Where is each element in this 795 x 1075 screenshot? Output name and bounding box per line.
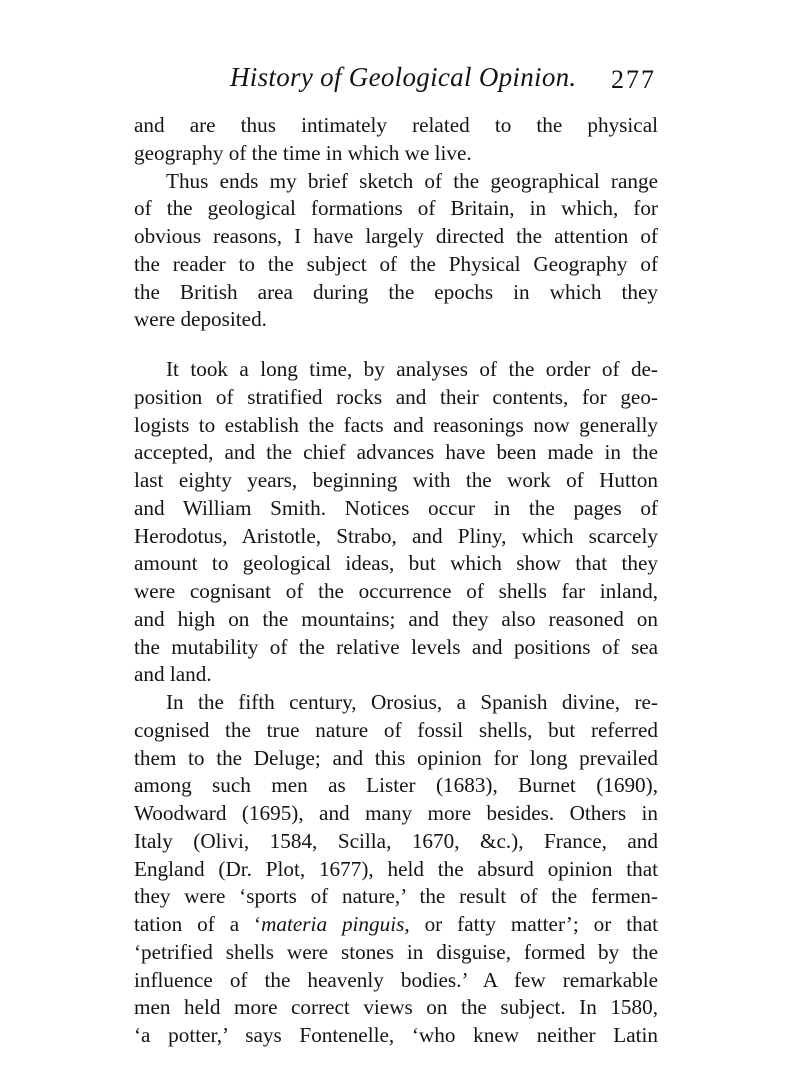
text-line: last eighty years, beginning with the work of Hutton: [134, 468, 658, 492]
text-line: logists to establish the facts and reasonings now generally: [134, 412, 658, 437]
text-line: men held more correct views on the subject. In 1580,: [134, 995, 658, 1020]
text-line: In the fifth century, Orosius, a Spanish divine, re-: [166, 690, 658, 714]
text-line: influence of the heavenly bodies.’ A few remarkable: [134, 967, 658, 992]
page-number: 277: [611, 65, 656, 94]
text-line: Thus ends my brief sketch of the geographical range: [166, 168, 658, 193]
text-line: ‘a potter,’ says Fontenelle, ‘who knew neither Latin: [134, 1023, 658, 1047]
text-line-with-italic: [134, 911, 658, 939]
text-line: Italy (Olivi, 1584, Scilla, 1670, &c.), France, and: [134, 828, 658, 853]
text-line: amount to geological ideas, but which show that they: [134, 551, 658, 576]
text-line: were cognisant of the occurrence of shells far inland,: [134, 579, 658, 603]
text-line: they were ‘sports of nature,’ the result of the fermen-: [134, 884, 658, 909]
text-line: the British area during the epochs in which they: [134, 279, 658, 304]
text-run: , or fatty matter’; or that: [404, 912, 658, 936]
text-line: them to the Deluge; and this opinion for long prevailed: [134, 745, 658, 770]
text-line: and land.: [134, 662, 212, 687]
text-line: accepted, and the chief advances have been made in the: [134, 440, 658, 465]
paragraph: [134, 689, 658, 1050]
paragraph: [134, 168, 658, 335]
text-line: the mutability of the relative levels and positions of sea: [134, 634, 658, 659]
text-line: Herodotus, Aristotle, Strabo, and Pliny, which scarcely: [134, 523, 658, 548]
text-line: and high on the mountains; and they also reasoned on: [134, 606, 658, 631]
text-line: England (Dr. Plot, 1677), held the absurd opinion that: [134, 856, 658, 881]
body-text: [134, 112, 658, 1050]
text-line: ‘petrified shells were stones in disguise, formed by the: [134, 939, 658, 964]
section-break: [134, 334, 658, 356]
text-line: geography of the time in which we live.: [134, 140, 472, 165]
text-line: Woodward (1695), and many more besides. Others in: [134, 801, 658, 825]
text-line: cognised the true nature of fossil shells, but referred: [134, 717, 658, 742]
text-line: were deposited.: [134, 307, 267, 332]
text-run: tation of a ‘: [134, 912, 262, 936]
running-title: History of Geological Opinion.: [230, 62, 577, 92]
text-line: position of stratified rocks and their contents, for geo-: [134, 384, 658, 409]
text-line: of the geological formations of Britain, in which, for: [134, 196, 658, 221]
text-line: obvious reasons, I have largely directed the attention of: [134, 224, 658, 248]
text-line: and are thus intimately related to the physical: [134, 113, 658, 137]
latin-term: materia pinguis: [261, 912, 405, 936]
text-line: and William Smith. Notices occur in the pages of: [134, 495, 658, 520]
text-line: the reader to the subject of the Physical Geography of: [134, 251, 658, 276]
paragraph: [134, 112, 658, 168]
page-header: [134, 62, 658, 102]
text-line: It took a long time, by analyses of the order of de-: [166, 357, 658, 381]
text-line: among such men as Lister (1683), Burnet (1690),: [134, 773, 658, 798]
paragraph: [134, 356, 658, 689]
